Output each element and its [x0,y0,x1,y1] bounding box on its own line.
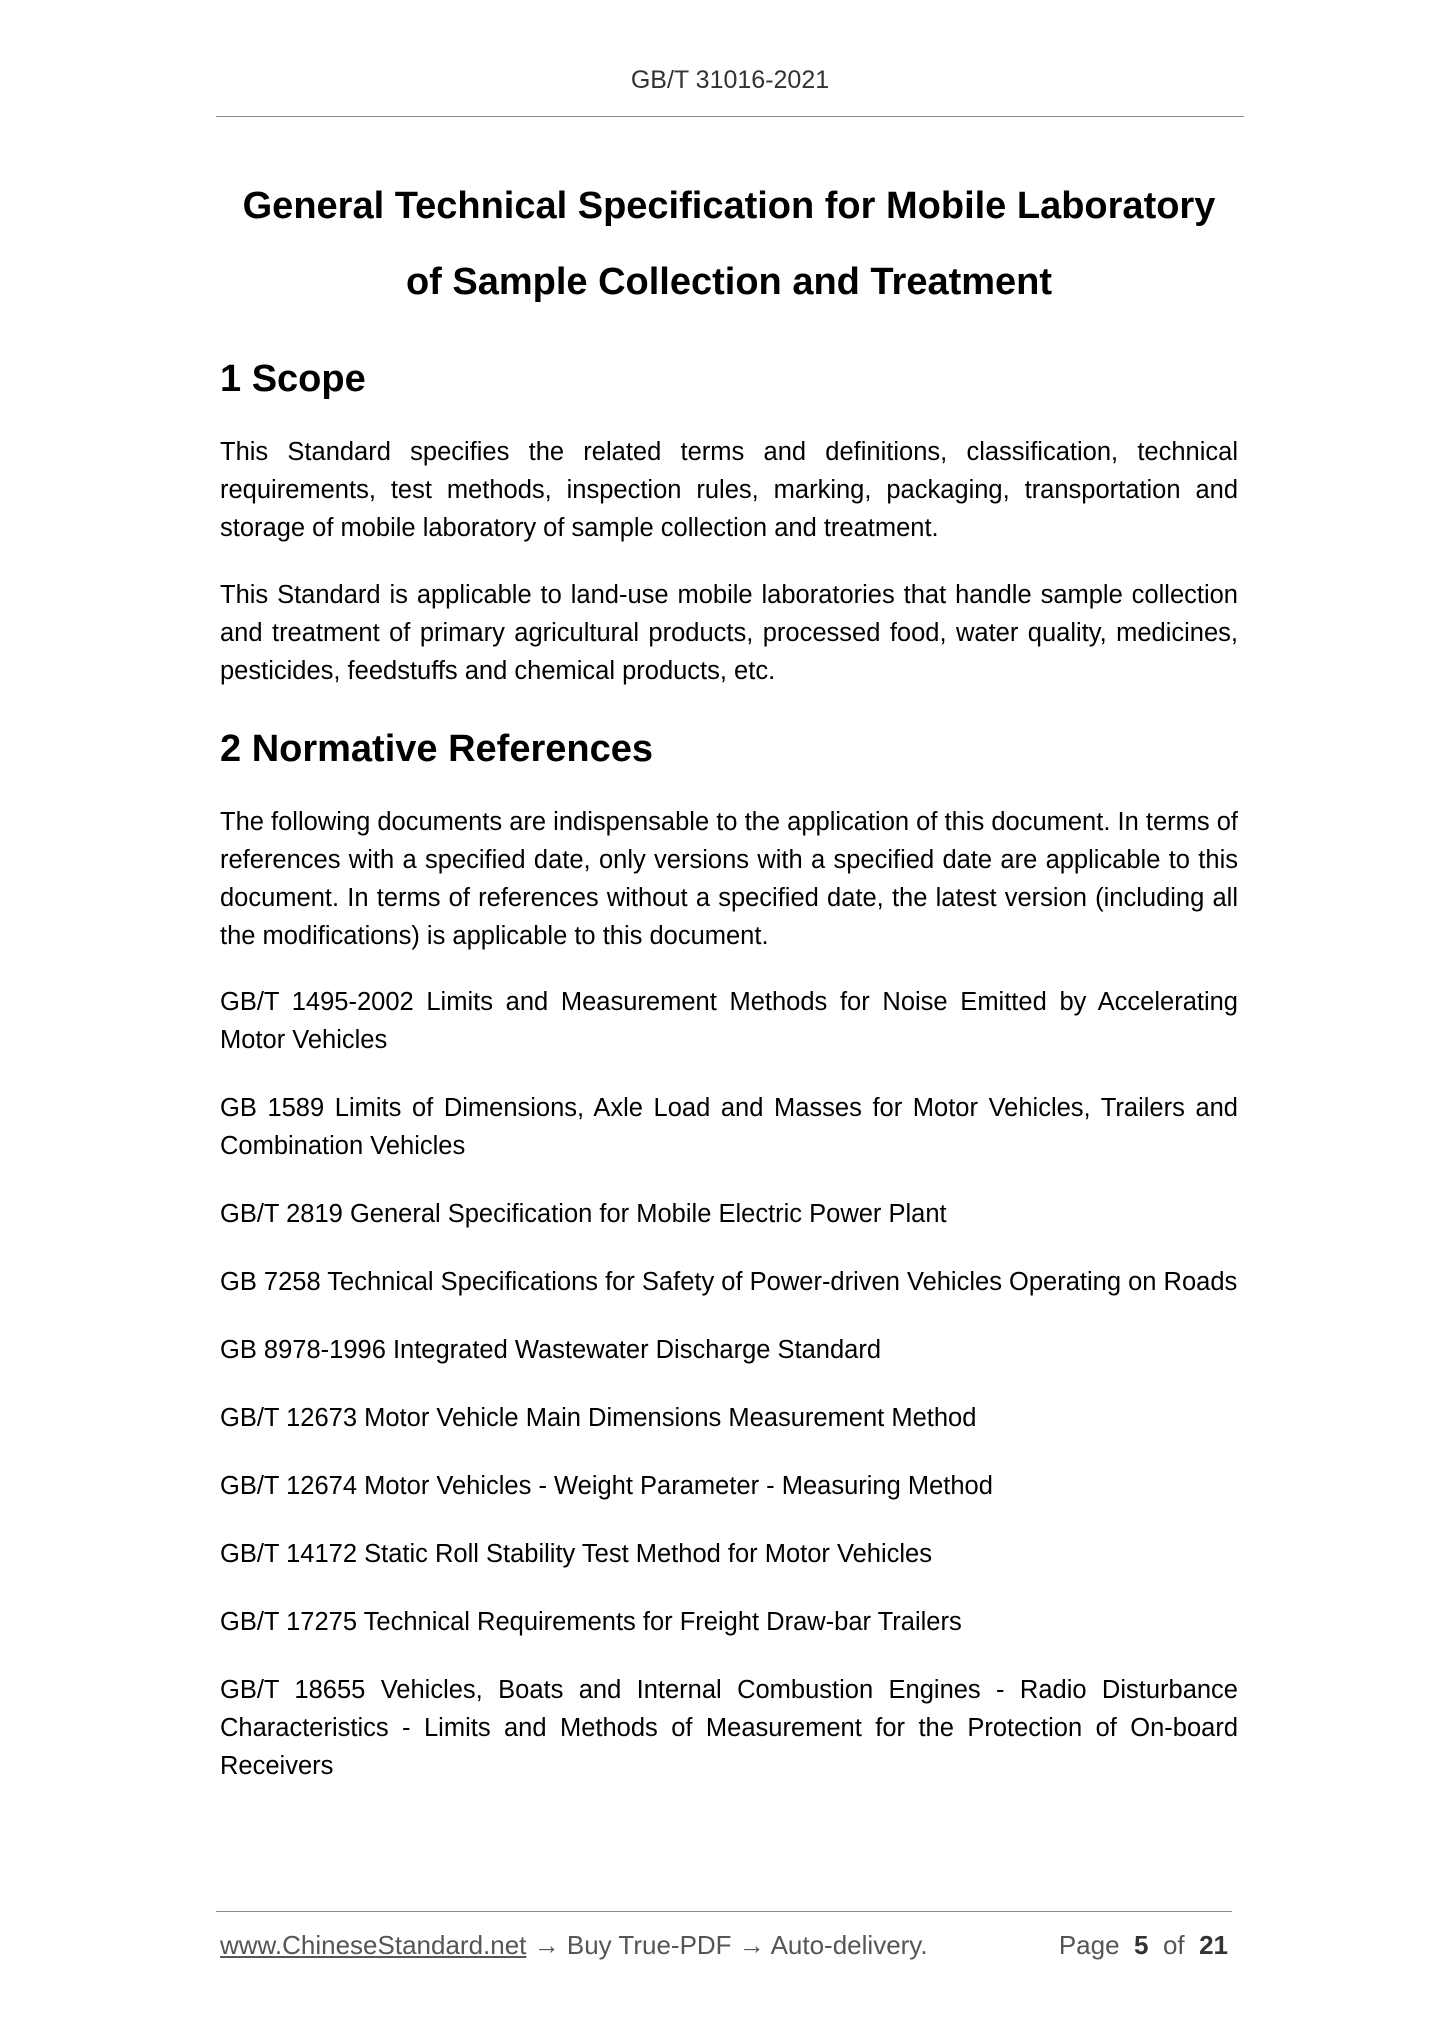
section-heading-normative-references: 2 Normative References [220,728,653,770]
footer-divider [216,1911,1232,1912]
references-intro-paragraph: The following documents are indispensable to the application of this document. In terms of references with a specified date, only versions with a specified date are applicable to this document. In terms of references without a specified date, the latest version (including all the modifications) is applicable to this document. [220,808,1238,950]
reference-item: GB 8978-1996 Integrated Wastewater Discharge Standard [220,1336,882,1364]
total-pages: 21 [1199,1930,1228,1960]
page-footer [220,1930,1232,1961]
reference-item: GB/T 12673 Motor Vehicle Main Dimensions Measurement Method [220,1404,977,1432]
running-header: GB/T 31016-2021 [630,66,830,94]
page-indicator [1059,1930,1232,1961]
document-title [220,168,1238,320]
page-label: Page [1058,1930,1120,1960]
of-label: of [1162,1930,1185,1960]
section-heading-scope: 1 Scope [220,358,366,400]
footer-promo [220,1930,928,1961]
reference-item: GB/T 2819 General Specification for Mobile Electric Power Plant [220,1200,947,1228]
page-number: 5 [1134,1930,1149,1960]
reference-list [220,983,1238,1785]
reference-item: GB/T 18655 Vehicles, Boats and Internal Combustion Engines - Radio Disturbance Characteristics - Limits and Methods of Measurement for the Protection of On-board Receivers [220,1676,1238,1780]
footer-promo-text: → Buy True-PDF → Auto-delivery. [526,1930,928,1960]
header-divider [216,116,1244,117]
reference-item: GB 1589 Limits of Dimensions, Axle Load and Masses for Motor Vehicles, Trailers and Combination Vehicles [220,1094,1238,1160]
reference-item: GB 7258 Technical Specifications for Safety of Power-driven Vehicles Operating on Roads [220,1268,1238,1296]
scope-paragraph: This Standard is applicable to land-use mobile laboratories that handle sample collection and treatment of primary agricultural products, processed food, water quality, medicines, pesticides, feedstuffs and chemical products, etc. [220,581,1238,685]
reference-item: GB/T 14172 Static Roll Stability Test Method for Motor Vehicles [220,1540,932,1568]
reference-item: GB/T 17275 Technical Requirements for Freight Draw-bar Trailers [220,1608,962,1636]
reference-item: GB/T 1495-2002 Limits and Measurement Methods for Noise Emitted by Accelerating Motor Vehicles [220,988,1238,1054]
document-title-line-1: General Technical Specification for Mobile Laboratory [242,185,1216,227]
chinesestandard-link[interactable]: www.ChineseStandard.net [220,1930,527,1960]
scope-paragraph: This Standard specifies the related terms and definitions, classification, technical requirements, test methods, inspection rules, marking, packaging, transportation and storage of mobile laboratory of sample collection and treatment. [220,438,1238,542]
reference-item: GB/T 12674 Motor Vehicles - Weight Parameter - Measuring Method [220,1472,993,1500]
page-content [220,168,1238,1815]
document-title-line-2: of Sample Collection and Treatment [405,261,1053,303]
